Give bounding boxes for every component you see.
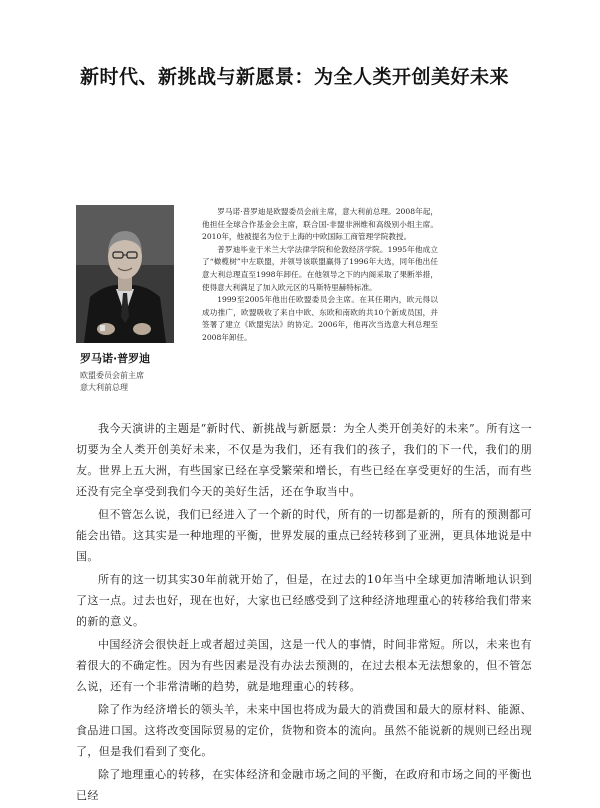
bio-paragraph: 1999至2005年他出任欧盟委员会主席。在其任期内，欧元得以成功推广，欧盟吸收了来自中欧、东欧和南欧的共10个新成员国，并签署了建立《欧盟宪法》的协定。2006年，他再次当选意大利总理至2008年卸任。 xyxy=(202,295,438,342)
article-title: 新时代、新挑战与新愿景：为全人类开创美好未来 xyxy=(80,66,510,88)
speaker-caption xyxy=(80,350,190,394)
body-paragraph: 但不管怎么说，我们已经进入了一个新的时代，所有的一切都是新的，所有的预测都可能会出错。这其实是一种地理的平衡，世界发展的重点已经转移到了亚洲，更具体地说是中国。 xyxy=(76,508,532,563)
body-paragraph: 除了作为经济增长的领头羊，未来中国也将成为最大的消费国和最大的原材料、能源、食品进口国。这将改变国际贸易的定价，货物和资本的流向。虽然不能说新的规则已经出现了，但是我们看到了变化。 xyxy=(76,703,532,758)
article-body xyxy=(76,418,532,808)
bio-paragraph: 普罗迪毕业于米兰大学法律学院和伦敦经济学院。1995年他成立了“橄榄树”中左联盟，并领导该联盟赢得了1996年大选，同年他出任意大利总理直至1998年卸任。在他领导之下的内阁采取了果断举措，使得意大利满足了加入欧元区的马斯特里赫特标准。 xyxy=(202,244,438,292)
body-paragraph: 我今天演讲的主题是“新时代、新挑战与新愿景：为全人类开创美好的未来”。所有这一切要为全人类开创美好未来，不仅是为我们，还有我们的孩子，我们的下一代，我们的朋友。世界上五大洲，有些国家已经在享受繁荣和增长，有些已经在享受更好的生活，而有些还没有完全享受到我们今天的美好生活，还在争取当中。 xyxy=(76,422,532,498)
body-paragraph: 中国经济会很快赶上或者超过美国，这是一代人的事情，时间非常短。所以，未来也有着很大的不确定性。因为有些因素是没有办法去预测的，在过去根本无法想象的，但不管怎么说，还有一个非常清晰的趋势，就是地理重心的转移。 xyxy=(76,638,532,693)
speaker-role-2: 意大利前总理 xyxy=(80,383,128,392)
speaker-name: 罗马诺·普罗迪 xyxy=(80,352,151,365)
bio-paragraph: 罗马诺·普罗迪是欧盟委员会前主席，意大利前总理。2008年起，他担任全球合作基金会主席，联合国-非盟非洲维和高级别小组主席。2010年，他被提名为位于上海的中欧国际工商管理学院教授。 xyxy=(202,207,438,242)
speaker-bio xyxy=(202,206,438,345)
speaker-role-1: 欧盟委员会前主席 xyxy=(80,371,144,380)
speaker-photo xyxy=(76,205,174,343)
body-paragraph: 所有的这一切其实30年前就开始了，但是，在过去的10年当中全球更加清晰地认识到了这一点。过去也好，现在也好，大家也已经感受到了这种经济地理重心的转移给我们带来的新的意义。 xyxy=(76,573,532,628)
body-paragraph: 除了地理重心的转移，在实体经济和金融市场之间的平衡，在政府和市场之间的平衡也已经 xyxy=(76,768,532,802)
